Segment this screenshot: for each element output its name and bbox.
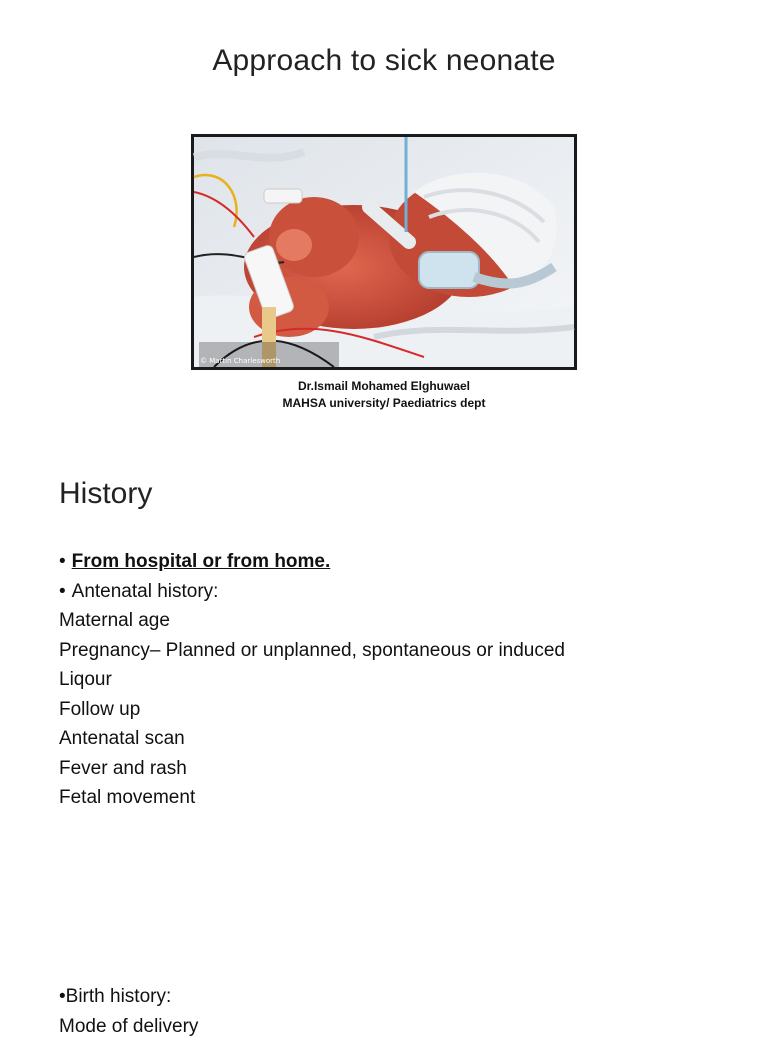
bullet-hospital-or-home: From hospital or from home.	[72, 551, 331, 572]
photo-credit: © Martin Charlesworth	[200, 357, 280, 365]
list-item: Maternal age	[59, 606, 719, 636]
author-name: Dr.Ismail Mohamed Elghuwael	[0, 378, 768, 395]
bullet-icon: •	[59, 581, 66, 602]
bullet-icon: •	[59, 986, 66, 1007]
list-item: Mode of delivery	[59, 1012, 198, 1041]
history-content	[59, 547, 719, 813]
bullet-item	[59, 577, 719, 607]
bullet-antenatal-history: Antenatal history:	[72, 581, 219, 602]
bullet-birth-history: Birth history:	[66, 986, 172, 1007]
bullet-item	[59, 982, 198, 1012]
history-heading: History	[59, 477, 152, 511]
bullet-item	[59, 547, 719, 577]
list-item: Liqour	[59, 665, 719, 695]
neonate-photo	[191, 134, 577, 370]
list-item: Pregnancy– Planned or unplanned, spontaneous or induced	[59, 636, 719, 666]
slide-birth-history	[59, 982, 198, 1041]
slide-title: Approach to sick neonate	[0, 44, 768, 78]
bullet-icon: •	[59, 551, 66, 572]
list-item: Fetal movement	[59, 783, 719, 813]
author-affiliation: MAHSA university/ Paediatrics dept	[0, 395, 768, 412]
list-item: Antenatal scan	[59, 724, 719, 754]
list-item: Fever and rash	[59, 754, 719, 784]
list-item: Follow up	[59, 695, 719, 725]
author-block	[0, 378, 768, 412]
neonate-photo-illustration	[194, 137, 574, 367]
